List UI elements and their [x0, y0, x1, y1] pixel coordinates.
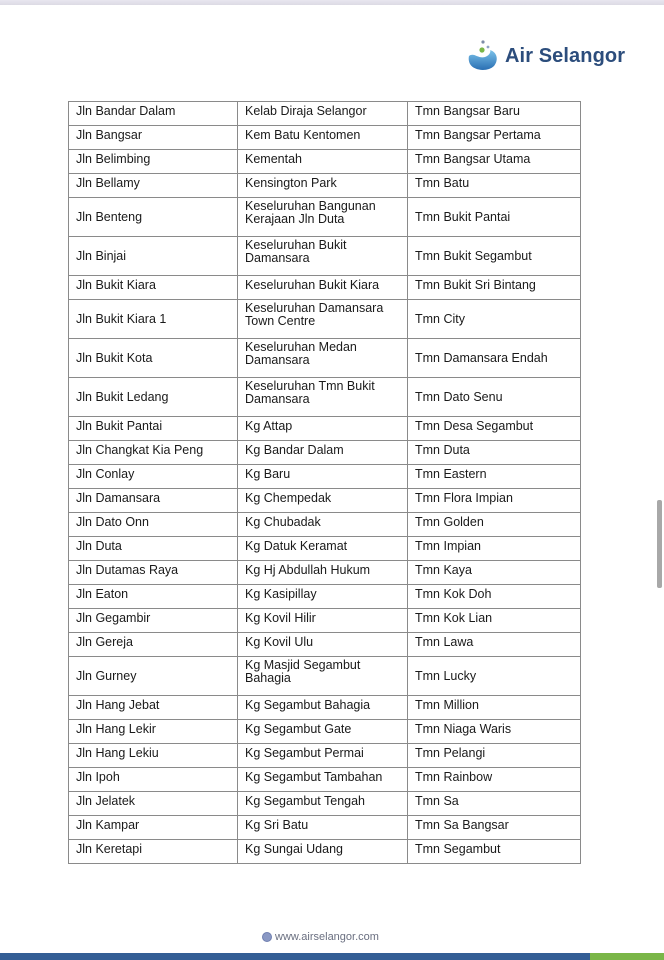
table-cell-c3: Tmn Bukit Segambut [408, 237, 581, 276]
table-cell-c1: Jln Hang Lekir [69, 720, 238, 744]
table-cell-c1: Jln Gereja [69, 633, 238, 657]
table-cell-c2: Kg Segambut Tengah [238, 792, 408, 816]
table-row [69, 276, 581, 300]
footer-website[interactable] [262, 931, 379, 943]
table-cell-c1: Jln Binjai [69, 237, 238, 276]
table-cell-c3: Tmn Bangsar Pertama [408, 126, 581, 150]
table-cell-c1: Jln Dato Onn [69, 513, 238, 537]
footer-url-text[interactable]: www.airselangor.com [275, 931, 379, 943]
table-cell-c3: Tmn Pelangi [408, 744, 581, 768]
table-cell-c3: Tmn Million [408, 696, 581, 720]
table-cell-c1: Jln Bangsar [69, 126, 238, 150]
table-cell-c3: Tmn Batu [408, 174, 581, 198]
table-cell-c1: Jln Duta [69, 537, 238, 561]
globe-icon [262, 932, 272, 942]
table-cell-c1: Jln Bellamy [69, 174, 238, 198]
table-cell-c1: Jln Jelatek [69, 792, 238, 816]
table-cell-c1: Jln Hang Jebat [69, 696, 238, 720]
table-cell-c3: Tmn Impian [408, 537, 581, 561]
table-cell-c2: Kg Segambut Bahagia [238, 696, 408, 720]
footer-bar-green [590, 953, 664, 960]
table-cell-c3: Tmn Kok Doh [408, 585, 581, 609]
table-cell-c2: Kensington Park [238, 174, 408, 198]
table-cell-c2: Kg Segambut Permai [238, 744, 408, 768]
table-row [69, 792, 581, 816]
table-cell-c2: Keseluruhan Bukit Kiara [238, 276, 408, 300]
logo-text: Air Selangor [505, 44, 626, 67]
table-cell-c2: Kg Chempedak [238, 489, 408, 513]
table-cell-c1: Jln Damansara [69, 489, 238, 513]
table-cell-c2: Keseluruhan Tmn Bukit Damansara [238, 378, 408, 417]
table-cell-c1: Jln Bukit Kiara [69, 276, 238, 300]
table-cell-c3: Tmn Bukit Pantai [408, 198, 581, 237]
table-row [69, 300, 581, 339]
table-cell-c2: Kementah [238, 150, 408, 174]
table-cell-c1: Jln Benteng [69, 198, 238, 237]
table-cell-c1: Jln Dutamas Raya [69, 561, 238, 585]
table-cell-c2: Kg Attap [238, 417, 408, 441]
table-cell-c3: Tmn Lucky [408, 657, 581, 696]
table-row [69, 744, 581, 768]
table-row [69, 378, 581, 417]
table-row [69, 513, 581, 537]
table-row [69, 840, 581, 864]
table-cell-c2: Kg Chubadak [238, 513, 408, 537]
table-cell-c1: Jln Kampar [69, 816, 238, 840]
table-cell-c1: Jln Gegambir [69, 609, 238, 633]
table-row [69, 441, 581, 465]
table-cell-c2: Keseluruhan Damansara Town Centre [238, 300, 408, 339]
table-cell-c2: Kg Bandar Dalam [238, 441, 408, 465]
table-row [69, 585, 581, 609]
table-cell-c1: Jln Eaton [69, 585, 238, 609]
table-row [69, 174, 581, 198]
table-cell-c1: Jln Bukit Ledang [69, 378, 238, 417]
table-cell-c3: Tmn Flora Impian [408, 489, 581, 513]
table-cell-c1: Jln Bukit Kiara 1 [69, 300, 238, 339]
table-row [69, 768, 581, 792]
water-drop-logo-icon [466, 38, 502, 74]
table-cell-c3: Tmn City [408, 300, 581, 339]
table-cell-c3: Tmn Bangsar Baru [408, 102, 581, 126]
table-row [69, 237, 581, 276]
table-cell-c3: Tmn Niaga Waris [408, 720, 581, 744]
table-row [69, 126, 581, 150]
scrollbar[interactable] [657, 500, 662, 588]
table-row [69, 816, 581, 840]
table-row [69, 150, 581, 174]
table-cell-c2: Kg Segambut Gate [238, 720, 408, 744]
table-row [69, 657, 581, 696]
table-cell-c1: Jln Gurney [69, 657, 238, 696]
table-cell-c2: Kelab Diraja Selangor [238, 102, 408, 126]
table-cell-c2: Kg Sungai Udang [238, 840, 408, 864]
table-cell-c1: Jln Keretapi [69, 840, 238, 864]
table-cell-c3: Tmn Dato Senu [408, 378, 581, 417]
area-list-table [68, 101, 581, 864]
table-cell-c3: Tmn Desa Segambut [408, 417, 581, 441]
table-cell-c1: Jln Ipoh [69, 768, 238, 792]
table-cell-c1: Jln Bandar Dalam [69, 102, 238, 126]
table-cell-c3: Tmn Segambut [408, 840, 581, 864]
table-cell-c1: Jln Conlay [69, 465, 238, 489]
table-cell-c3: Tmn Kok Lian [408, 609, 581, 633]
table-cell-c2: Kem Batu Kentomen [238, 126, 408, 150]
table-cell-c2: Kg Hj Abdullah Hukum [238, 561, 408, 585]
table-cell-c2: Kg Masjid Segambut Bahagia [238, 657, 408, 696]
table-row [69, 720, 581, 744]
table-cell-c3: Tmn Kaya [408, 561, 581, 585]
table-cell-c3: Tmn Lawa [408, 633, 581, 657]
table-cell-c2: Kg Sri Batu [238, 816, 408, 840]
table-cell-c2: Kg Segambut Tambahan [238, 768, 408, 792]
table-cell-c2: Keseluruhan Bangunan Kerajaan Jln Duta [238, 198, 408, 237]
table-cell-c3: Tmn Eastern [408, 465, 581, 489]
table-row [69, 633, 581, 657]
table-cell-c2: Kg Baru [238, 465, 408, 489]
table-row [69, 537, 581, 561]
table-cell-c2: Kg Datuk Keramat [238, 537, 408, 561]
table-cell-c3: Tmn Sa Bangsar [408, 816, 581, 840]
table-row [69, 417, 581, 441]
table-cell-c2: Kg Kasipillay [238, 585, 408, 609]
table-row [69, 561, 581, 585]
table-cell-c2: Keseluruhan Medan Damansara [238, 339, 408, 378]
table-row [69, 198, 581, 237]
table-cell-c1: Jln Bukit Kota [69, 339, 238, 378]
table-row [69, 339, 581, 378]
table-cell-c1: Jln Belimbing [69, 150, 238, 174]
table-cell-c3: Tmn Damansara Endah [408, 339, 581, 378]
top-strip [0, 0, 664, 5]
table-cell-c2: Keseluruhan Bukit Damansara [238, 237, 408, 276]
table-cell-c2: Kg Kovil Ulu [238, 633, 408, 657]
table-cell-c1: Jln Hang Lekiu [69, 744, 238, 768]
table-row [69, 609, 581, 633]
table-row [69, 465, 581, 489]
table-cell-c3: Tmn Bukit Sri Bintang [408, 276, 581, 300]
table-row [69, 489, 581, 513]
table-cell-c3: Tmn Golden [408, 513, 581, 537]
table-cell-c3: Tmn Bangsar Utama [408, 150, 581, 174]
table-cell-c3: Tmn Rainbow [408, 768, 581, 792]
table-cell-c1: Jln Bukit Pantai [69, 417, 238, 441]
table-row [69, 102, 581, 126]
table-cell-c3: Tmn Duta [408, 441, 581, 465]
footer-bar-blue [0, 953, 664, 960]
table-cell-c2: Kg Kovil Hilir [238, 609, 408, 633]
air-selangor-logo [466, 38, 625, 74]
table-row [69, 696, 581, 720]
table-cell-c3: Tmn Sa [408, 792, 581, 816]
table-cell-c1: Jln Changkat Kia Peng [69, 441, 238, 465]
